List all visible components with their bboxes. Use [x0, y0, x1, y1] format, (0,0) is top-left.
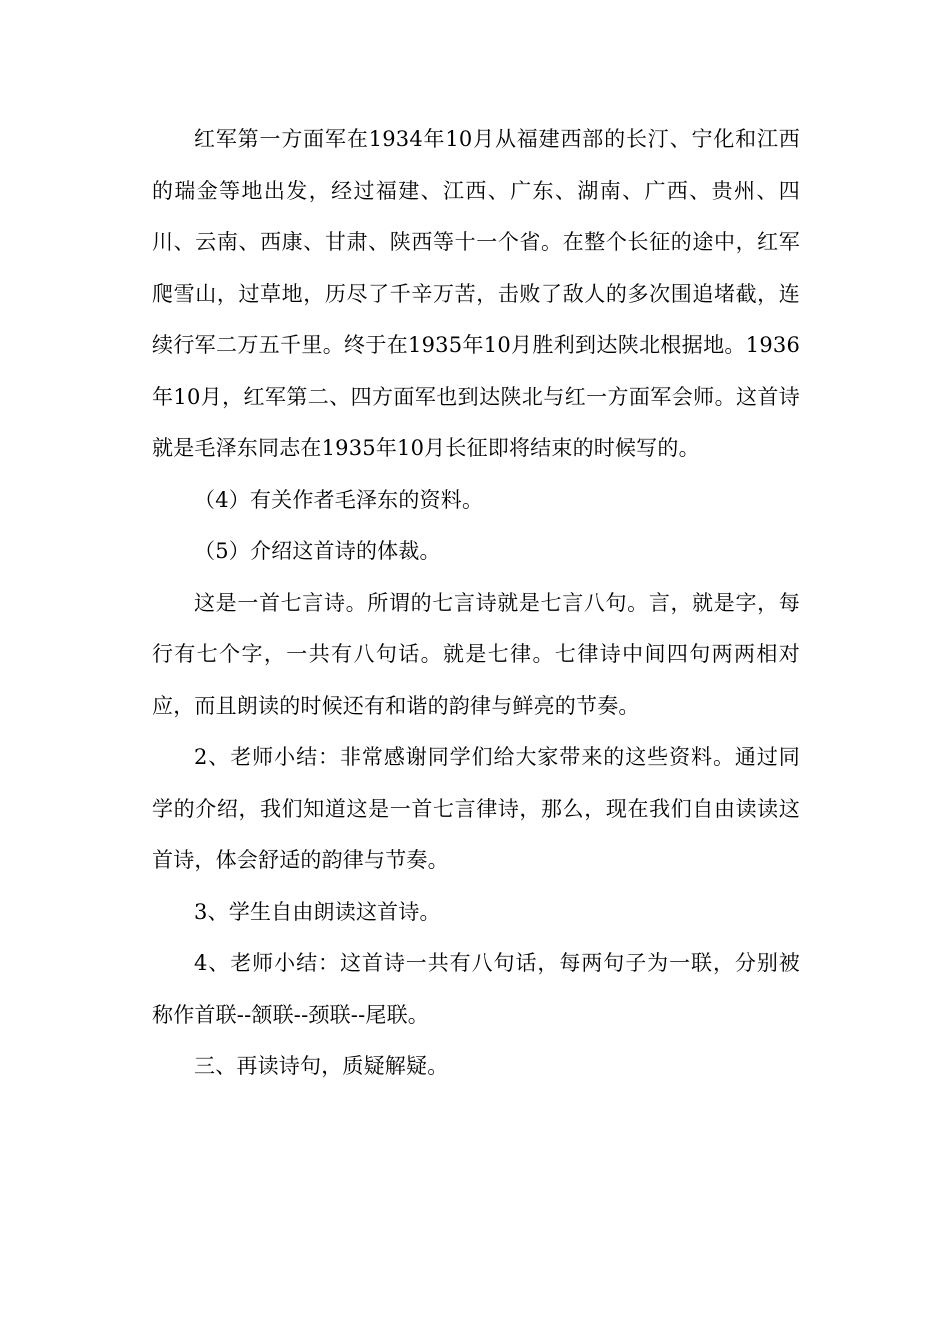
paragraph-author-info: （4）有关作者毛泽东的资料。 [194, 487, 484, 512]
paragraph-student-reading: 3、学生自由朗读这首诗。 [194, 899, 441, 924]
document-body [152, 114, 800, 1093]
section-heading-reread: 三、再读诗句，质疑解疑。 [194, 1054, 449, 1078]
paragraph-long-march-background: 红军第一方面军在1934年10月从福建西部的长汀、宁化和江西的瑞金等地出发，经过福建、江西、广东、湖南、广西、贵州、四川、云南、西康、甘肃、陕西等十一个省。在整个长征的途中，红军爬雪山，过草地，历尽了千辛万苦，击败了敌人的多次围追堵截，连续行军二万五千里。终于在1935年10月胜利到达陕北根据地。1936年10月，红军第二、四方面军也到达陕北与红一方面军会师。这首诗就是毛泽东同志在1935年10月长征即将结束的时候写的。 [152, 127, 800, 460]
paragraph-teacher-summary-2: 4、老师小结：这首诗一共有八句话，每两句子为一联，分别被称作首联--颔联--颈联--尾联。 [152, 951, 800, 1027]
paragraph-poem-genre: （5）介绍这首诗的体裁。 [194, 539, 441, 563]
paragraph-seven-character-poem: 这是一首七言诗。所谓的七言诗就是七言八句。言，就是字，每行有七个字，一共有八句话。就是七律。七律诗中间四句两两相对应，而且朗读的时候还有和谐的韵律与鲜亮的节奏。 [152, 590, 800, 718]
paragraph-teacher-summary-1: 2、老师小结：非常感谢同学们给大家带来的这些资料。通过同学的介绍，我们知道这是一首七言律诗，那么，现在我们自由读读这首诗，体会舒适的韵律与节奏。 [152, 745, 800, 872]
